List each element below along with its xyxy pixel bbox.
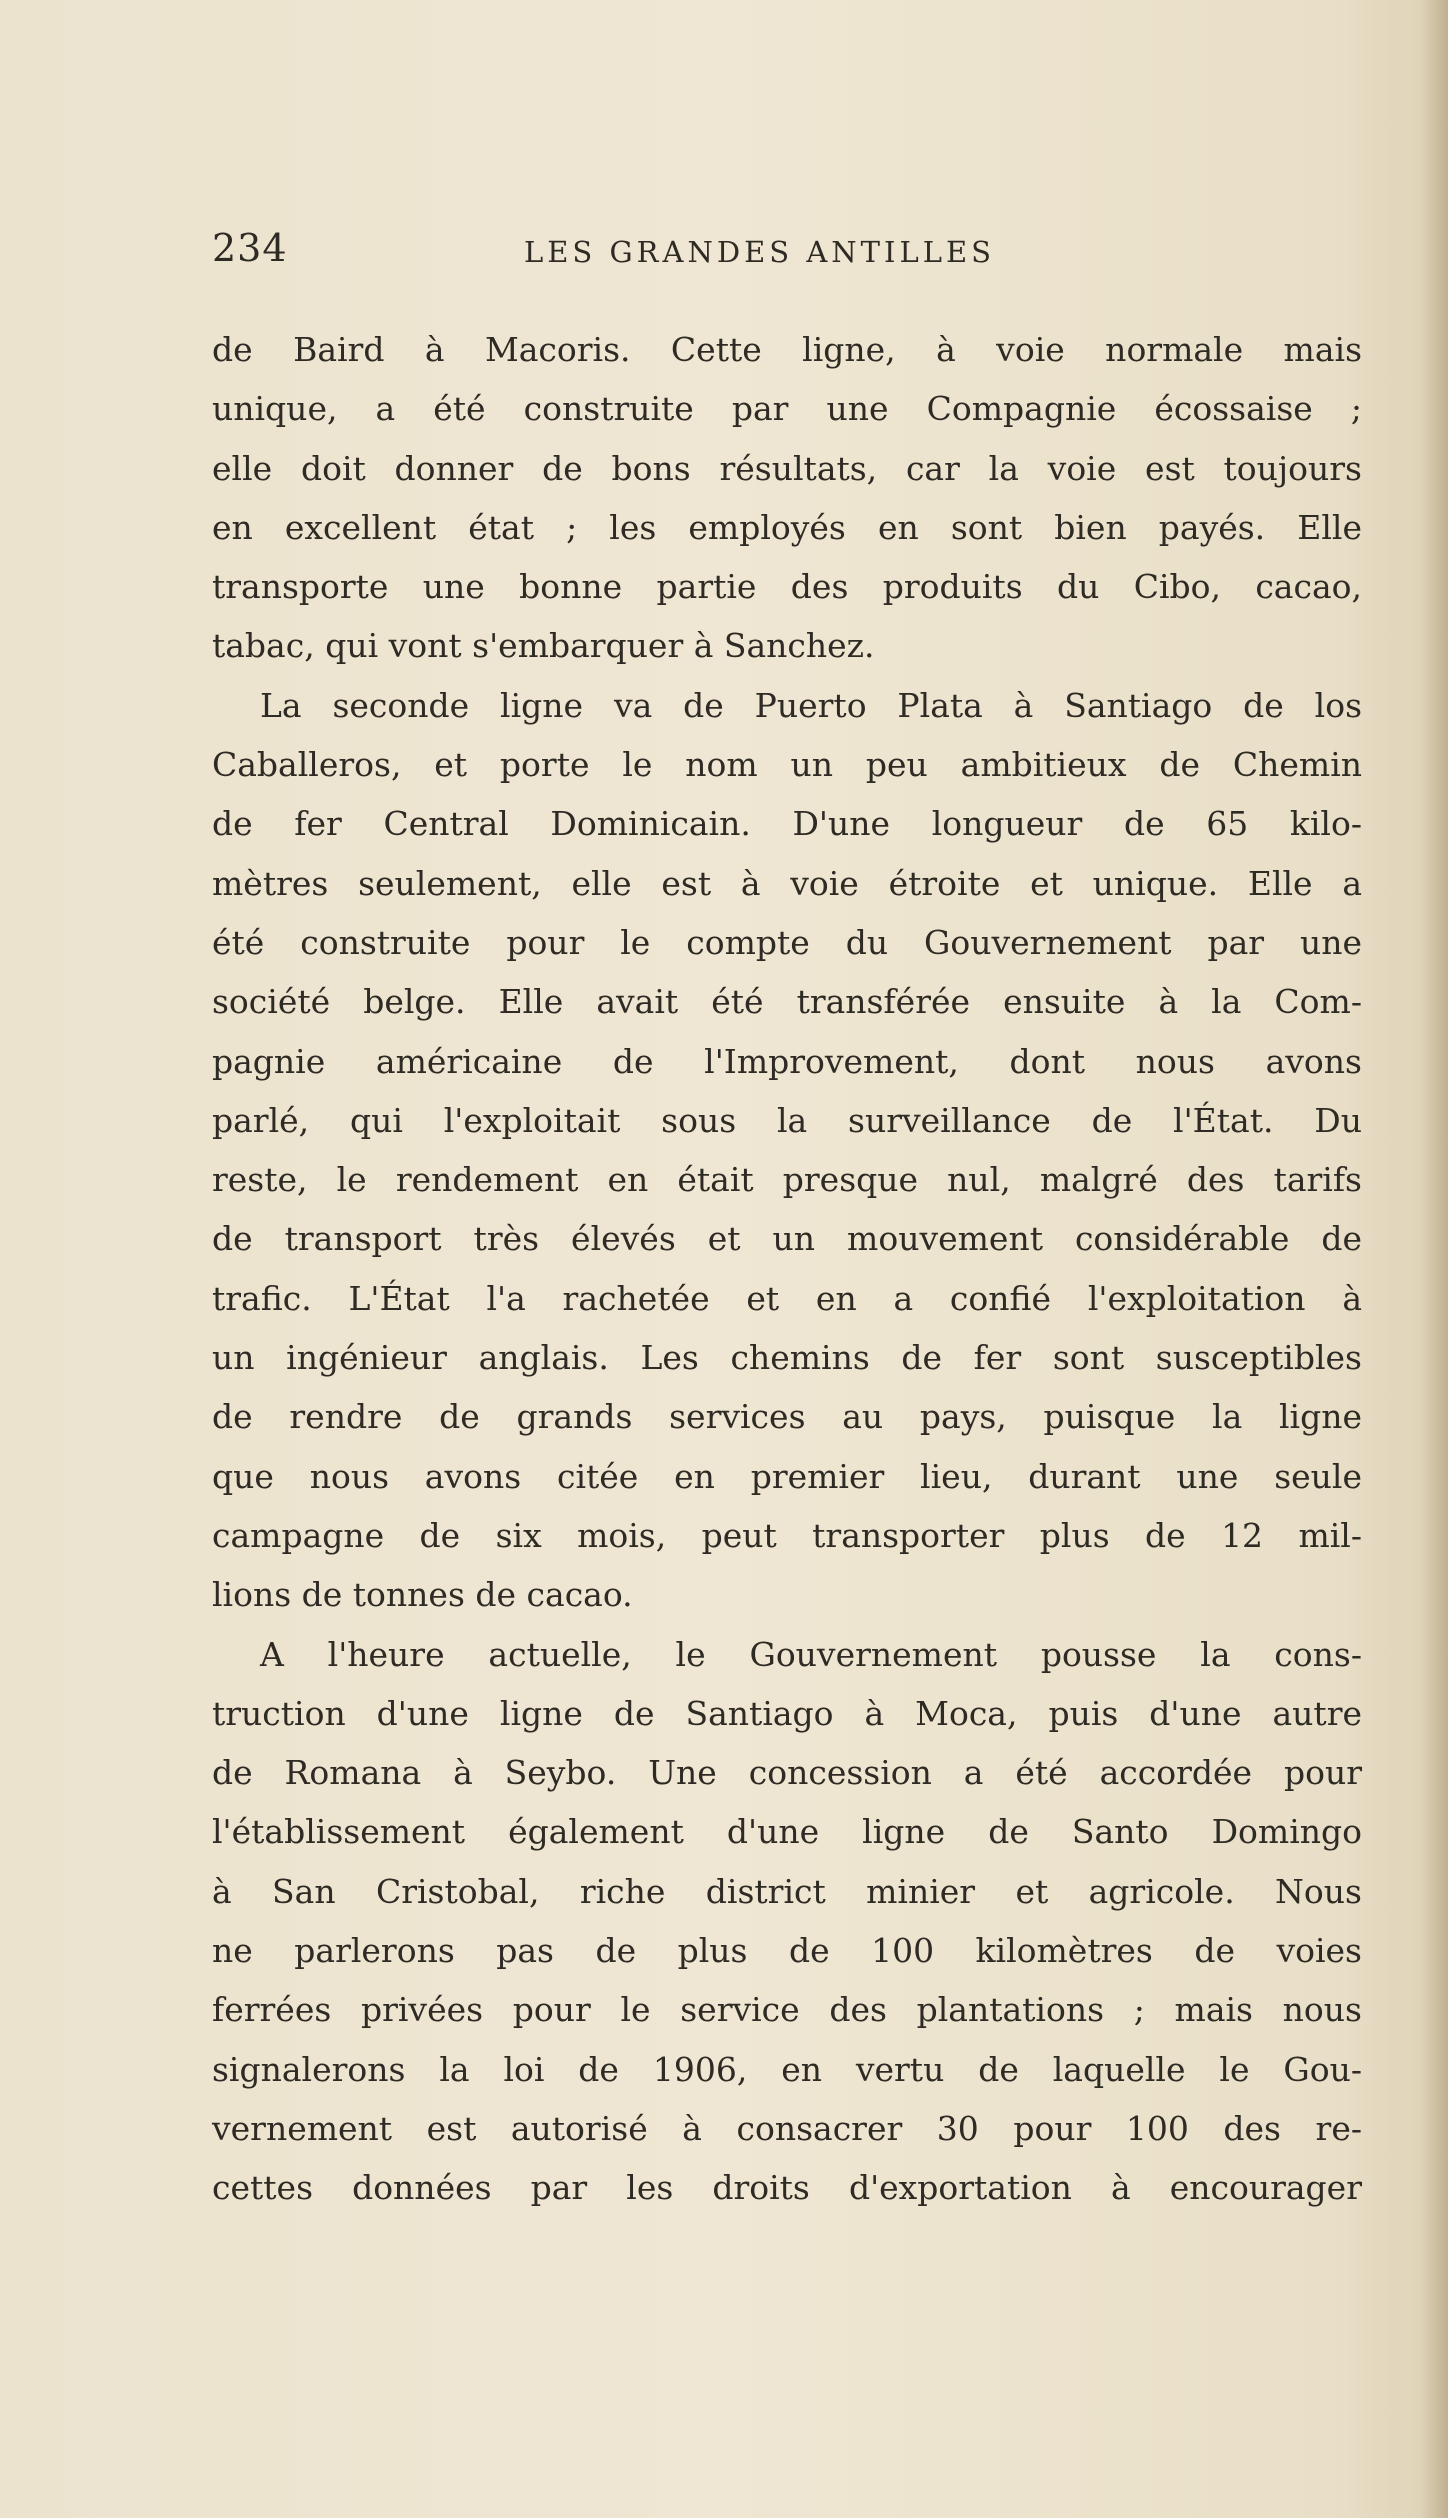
text-line: à San Cristobal, riche district minier et agricole. Nous xyxy=(212,1871,1362,1911)
text-line: signalerons la loi de 1906, en vertu de laquelle le Gou- xyxy=(212,2049,1362,2089)
text-line: La seconde ligne va de Puerto Plata à Santiago de los xyxy=(260,685,1362,725)
text-line: trafic. L'État l'a rachetée et en a confié l'exploitation à xyxy=(212,1278,1362,1318)
text-line: de rendre de grands services au pays, puisque la ligne xyxy=(212,1397,1362,1437)
text-line: été construite pour le compte du Gouvernement par une xyxy=(212,922,1362,962)
text-line: de Baird à Macoris. Cette ligne, à voie normale mais xyxy=(212,330,1362,369)
text-line: de transport très élevés et un mouvement considérable de xyxy=(212,1219,1362,1259)
text-line: ne parlerons pas de plus de 100 kilomètres de voies xyxy=(212,1931,1362,1971)
text-line: que nous avons citée en premier lieu, durant une seule xyxy=(212,1456,1362,1496)
text-line: reste, le rendement en était presque nul, malgré des tarifs xyxy=(212,1160,1362,1200)
text-line: lions de tonnes de cacao. xyxy=(212,1575,633,1615)
text-line: en excellent état ; les employés en sont bien payés. Elle xyxy=(212,507,1362,547)
text-line: cettes données par les droits d'exportation à encourager xyxy=(212,2168,1362,2208)
text-line: parlé, qui l'exploitait sous la surveillance de l'État. Du xyxy=(212,1100,1362,1140)
text-line: campagne de six mois, peut transporter plus de 12 mil- xyxy=(212,1515,1362,1555)
text-line: transporte une bonne partie des produits du Cibo, cacao, xyxy=(212,567,1362,607)
text-line: truction d'une ligne de Santiago à Moca, puis d'une autre xyxy=(212,1693,1362,1733)
text-line: de fer Central Dominicain. D'une longueur de 65 kilo- xyxy=(212,804,1362,844)
text-line: société belge. Elle avait été transférée ensuite à la Com- xyxy=(212,982,1362,1022)
text-line: tabac, qui vont s'embarquer à Sanchez. xyxy=(212,626,875,666)
text-line: A l'heure actuelle, le Gouvernement pousse la cons- xyxy=(260,1634,1362,1674)
text-line: l'établissement également d'une ligne de Santo Domingo xyxy=(212,1812,1362,1852)
text-line: unique, a été construite par une Compagnie écossaise ; xyxy=(212,389,1362,429)
page-edge-shadow xyxy=(1420,0,1448,2518)
text-line: Caballeros, et porte le nom un peu ambitieux de Chemin xyxy=(212,745,1362,785)
text-line: vernement est autorisé à consacrer 30 pour 100 des re- xyxy=(212,2108,1362,2148)
text-line: elle doit donner de bons résultats, car la voie est toujours xyxy=(212,448,1362,488)
text-line: un ingénieur anglais. Les chemins de fer sont susceptibles xyxy=(212,1338,1362,1378)
text-line: pagnie américaine de l'Improvement, dont nous avons xyxy=(212,1041,1362,1081)
text-line: ferrées privées pour le service des plantations ; mais nous xyxy=(212,1990,1362,2030)
body-text xyxy=(212,320,1362,2218)
text-line: de Romana à Seybo. Une concession a été accordée pour xyxy=(212,1753,1362,1793)
text-line: mètres seulement, elle est à voie étroite et unique. Elle a xyxy=(212,863,1362,903)
page-header xyxy=(212,218,1362,278)
page-number: 234 xyxy=(212,226,288,270)
running-title: LES GRANDES ANTILLES xyxy=(524,235,996,269)
